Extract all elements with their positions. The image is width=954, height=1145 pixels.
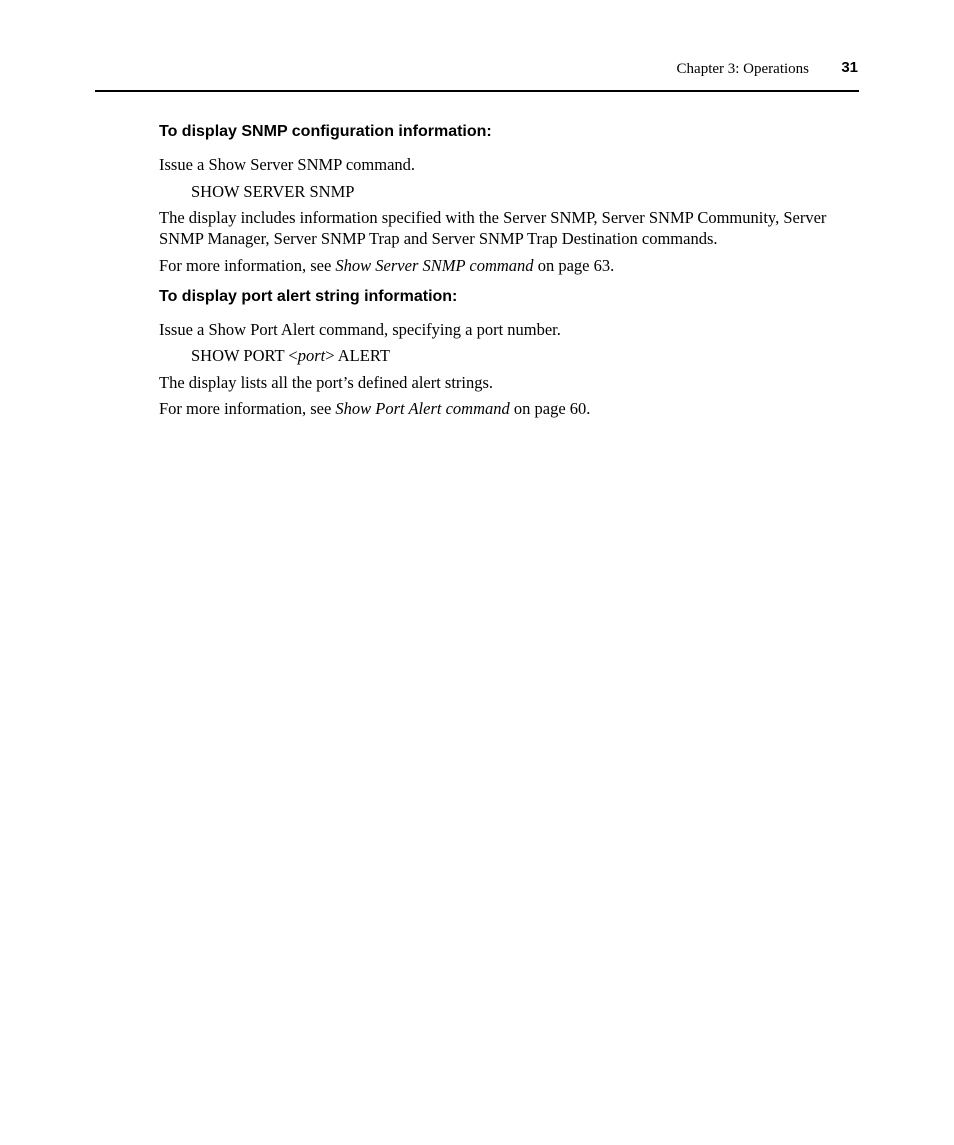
command-argument: port <box>297 346 326 365</box>
description-port-alert: The display lists all the port’s defined alert strings. <box>159 373 494 392</box>
command-show-port-alert <box>191 345 390 366</box>
chapter-title: Chapter 3: Operations <box>676 61 809 77</box>
section-heading-port-alert: To display port alert string information: <box>159 288 458 305</box>
instruction-snmp: Issue a Show Server SNMP command. <box>159 155 416 174</box>
reference-port-alert <box>159 398 849 419</box>
reference-suffix: on page 60. <box>509 399 591 418</box>
command-suffix: > ALERT <box>325 346 390 365</box>
cross-reference-link[interactable]: Show Server SNMP command <box>335 256 534 275</box>
reference-suffix: on page 63. <box>533 256 615 275</box>
reference-prefix: For more information, see <box>159 399 336 418</box>
command-prefix: SHOW PORT < <box>191 346 298 365</box>
description-snmp: The display includes information specified with the Server SNMP, Server SNMP Community, Server SNMP Manager, Server SNMP Trap and Server SNMP Trap Destination commands. <box>159 208 827 248</box>
command-show-server-snmp: SHOW SERVER SNMP <box>191 182 355 201</box>
page-header <box>95 58 859 92</box>
instruction-port-alert: Issue a Show Port Alert command, specifying a port number. <box>159 320 561 339</box>
section-heading-snmp: To display SNMP configuration information: <box>159 123 492 140</box>
reference-snmp <box>159 255 849 276</box>
page-number: 31 <box>841 59 858 76</box>
cross-reference-link[interactable]: Show Port Alert command <box>335 399 510 418</box>
reference-prefix: For more information, see <box>159 256 336 275</box>
